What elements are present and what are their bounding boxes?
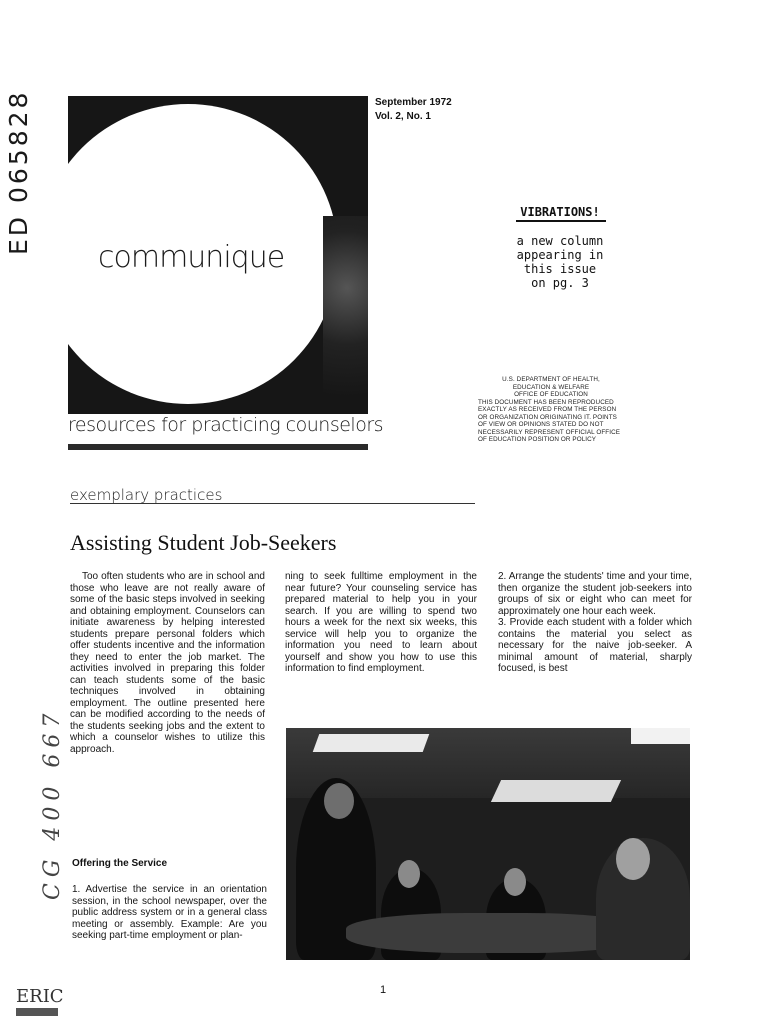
- group-photo: [286, 728, 690, 960]
- eric-logo-text: ERIC: [16, 986, 64, 1007]
- column-1-item-1: 1. Advertise the service in an orientation session, in the school newspaper, over the public address system or in a general class meeting or assembly. Example: Are you seeking part-time employment or plan-: [72, 884, 267, 941]
- ed-document-number: ED 065828: [4, 89, 33, 255]
- reproduction-notice: [478, 376, 624, 444]
- column-1: [70, 571, 265, 755]
- masthead-texture: [323, 216, 368, 396]
- dateline: [375, 96, 452, 124]
- vibrations-title: VIBRATIONS!: [520, 205, 600, 219]
- notice-line-3: OFFICE OF EDUCATION: [514, 391, 588, 398]
- article-headline: Assisting Student Job-Seekers: [70, 530, 337, 555]
- column-3: [498, 571, 692, 675]
- item-2: 2. Arrange the students' time and your time, then organize the student job-seekers into groups of six or eight who can meet for approximately one hour each week.: [498, 571, 692, 617]
- eric-logo-bar: [16, 1008, 58, 1016]
- vibrations-underline: [516, 220, 606, 222]
- person-face: [504, 868, 526, 896]
- handwritten-stamp: CG 400 667: [40, 707, 65, 900]
- notice-body: THIS DOCUMENT HAS BEEN REPRODUCED EXACTLY AS RECEIVED FROM THE PERSON OR ORGANIZATION ORIGINATING IT. POINTS OF VIEW OR OPINIONS STATED DO NOT NECESSARILY REPRESENT OFFICIAL OFFICE OF EDUCATION POSITION OR POLICY: [478, 398, 621, 443]
- notice-line-1: U.S. DEPARTMENT OF HEALTH,: [502, 376, 600, 383]
- ceiling-light: [491, 780, 621, 802]
- page-number: 1: [380, 984, 387, 996]
- item-3: 3. Provide each student with a folder which contains the material you select as necessary for the naive job-seeker. A minimal amount of material, sharply focused, is best: [498, 617, 692, 674]
- section-rule: [70, 503, 475, 504]
- intro-paragraph: Too often students who are in school and those who leave are not really aware of some of the basic steps involved in seeking and obtaining employment. Counselors can initiate awareness by helping interested students prepare personal folders which offer students incentive and the information they need to enter the job market. The activities involved in preparing this folder can teach students some of the basic techniques involved in obtaining employment. The outline presented here can be modified according to the needs of the students seeking jobs and the extent to which a counselor wishes to utilize this approach.: [70, 571, 265, 755]
- newsletter-title: communique: [98, 240, 285, 275]
- column-2: ning to seek fulltime employment in the near future? Your counseling service has prepared material to help you in your search. If you are willing to spend two hours a week for the next six weeks, this service will help you to organize the information you need to learn about yourself and show you how to use this information to find employment.: [285, 571, 477, 674]
- eric-logo: [14, 986, 64, 1018]
- issue-date: September 1972: [375, 97, 452, 108]
- subhead-offering-service: Offering the Service: [72, 858, 168, 869]
- ceiling-light: [631, 728, 690, 744]
- person-face: [616, 838, 650, 880]
- newsletter-subtitle: resources for practicing counselors: [68, 414, 384, 436]
- section-label: exemplary practices: [70, 486, 223, 504]
- person-face: [398, 860, 420, 888]
- issue-volume: Vol. 2, No. 1: [375, 111, 431, 122]
- masthead-rule: [68, 444, 368, 450]
- person-face: [324, 783, 354, 819]
- notice-line-2: EDUCATION & WELFARE: [512, 383, 590, 391]
- ceiling-light: [313, 734, 430, 752]
- vibrations-note: a new column appearing in this issue on pg. 3: [516, 234, 604, 290]
